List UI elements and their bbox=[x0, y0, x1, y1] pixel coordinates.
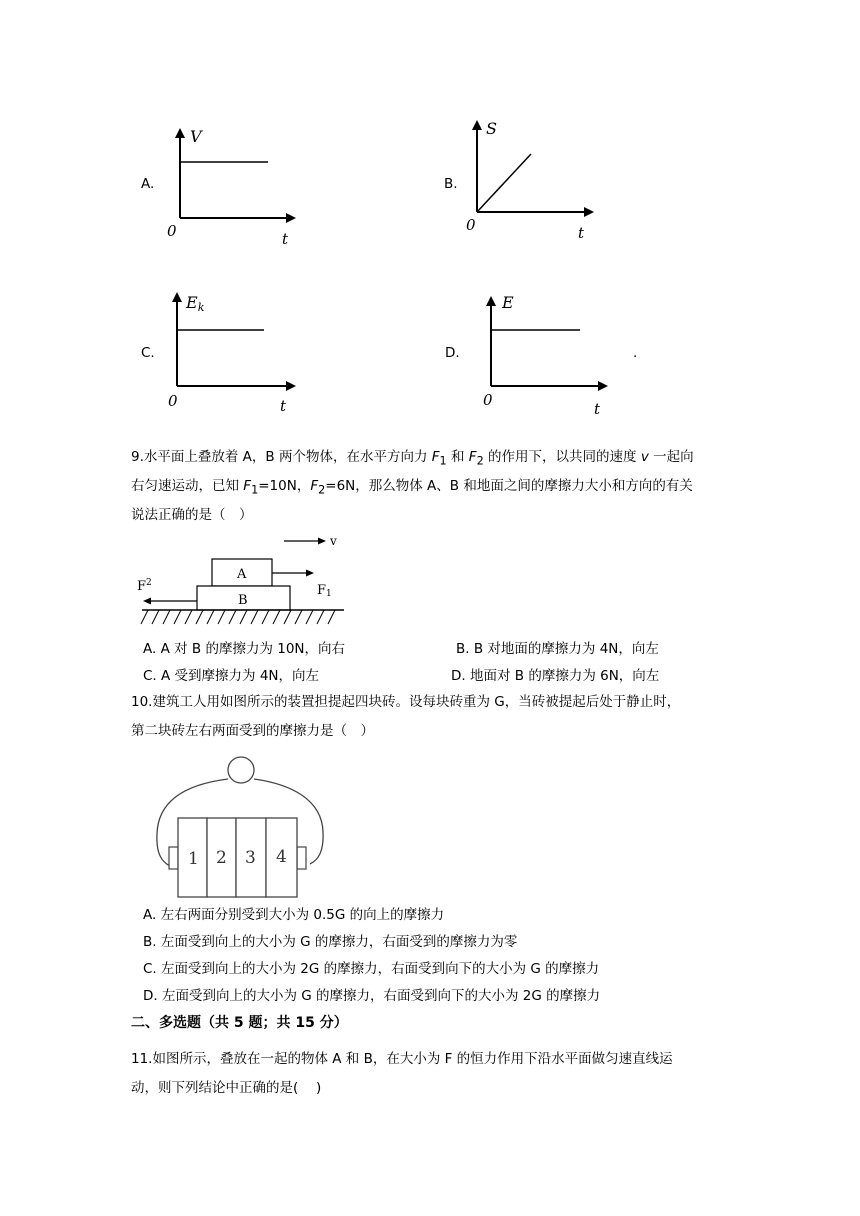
y-axis-arrow bbox=[172, 292, 182, 302]
clamp-handle bbox=[228, 757, 254, 783]
q9-line2: 右匀速运动，已知 $F_1=10N$，$F_2=6N$，那么物体 A、B 和地面之间的摩擦力大小和方向的有关 bbox=[131, 478, 693, 497]
q10-option-d[interactable]: D. 左面受到向上的大小为 G 的摩擦力，右面受到向下的大小为 2G 的摩擦力 bbox=[143, 988, 601, 1004]
y-label: S bbox=[486, 119, 497, 138]
q10-line2: 第二块砖左右两面受到的摩擦力是（ ） bbox=[131, 723, 374, 739]
f1-label: F1 bbox=[317, 583, 332, 599]
x-label: t bbox=[594, 400, 601, 418]
brick-4-label: 4 bbox=[276, 847, 287, 867]
q10-figure-brick-clamp bbox=[150, 754, 335, 902]
q9-option-c[interactable]: C. A 受到摩擦力为 4N，向左 bbox=[143, 668, 320, 684]
brick-1-label: 1 bbox=[188, 849, 199, 869]
block-b-label: B bbox=[238, 593, 248, 608]
graph-c-ek-t bbox=[160, 284, 310, 414]
q11-line2: 动，则下列结论中正确的是( ) bbox=[131, 1080, 322, 1096]
q10-line1: 10.建筑工人用如图所示的装置担提起四块砖。设每块砖重为 G，当砖被提起后处于静止时， bbox=[131, 694, 681, 710]
trailing-period: . bbox=[633, 345, 638, 361]
option-c-label: C. bbox=[141, 345, 155, 361]
y-axis-arrow bbox=[486, 296, 496, 306]
graph-a-v-t bbox=[160, 120, 310, 250]
origin-label: 0 bbox=[466, 216, 476, 234]
x-label: t bbox=[282, 230, 289, 248]
q9-line1: 9.水平面上叠放着 A，B 两个物体，在水平方向力 $F_1$ 和 $F_2$ 的作用下，以共同的速度 v 一起向 bbox=[131, 449, 694, 468]
q11-line1: 11.如图所示，叠放在一起的物体 A 和 B，在大小为 F 的恒力作用下沿水平面做匀速直线运 bbox=[131, 1051, 673, 1067]
q10-option-b[interactable]: B. 左面受到向上的大小为 G 的摩擦力，右面受到的摩擦力为零 bbox=[143, 934, 518, 950]
velocity-label: v bbox=[330, 534, 337, 548]
x-label: t bbox=[280, 397, 287, 414]
graph-d-e-t bbox=[474, 288, 624, 418]
y-axis-arrow bbox=[175, 128, 185, 138]
y-label: V bbox=[190, 127, 202, 146]
ground-hatching bbox=[141, 610, 335, 624]
q9-figure-stacked-blocks bbox=[134, 530, 364, 630]
option-b-label: B. bbox=[444, 176, 458, 192]
clamp-left-pad bbox=[169, 847, 178, 869]
block-a-label: A bbox=[237, 567, 247, 582]
origin-label: 0 bbox=[167, 222, 177, 240]
q10-option-c[interactable]: C. 左面受到向上的大小为 2G 的摩擦力，右面受到向下的大小为 G 的摩擦力 bbox=[143, 961, 600, 977]
x-axis-arrow bbox=[584, 207, 594, 217]
y-label: E bbox=[502, 293, 514, 312]
brick-2-label: 2 bbox=[216, 848, 227, 868]
clamp-right-pad bbox=[297, 847, 306, 869]
q9-option-d[interactable]: D. 地面对 B 的摩擦力为 6N，向左 bbox=[451, 668, 660, 684]
q10-option-a[interactable]: A. 左右两面分别受到大小为 0.5G 的向上的摩擦力 bbox=[143, 907, 445, 923]
x-axis-arrow bbox=[286, 213, 296, 223]
option-a-label: A. bbox=[141, 176, 155, 192]
f2-label: $F^2$ bbox=[137, 578, 152, 594]
q9-option-a[interactable]: A. A 对 B 的摩擦力为 10N，向右 bbox=[143, 641, 346, 657]
q9-line3: 说法正确的是（ ） bbox=[131, 507, 253, 523]
graph-b-s-t bbox=[460, 112, 610, 242]
origin-label: 0 bbox=[168, 392, 178, 410]
option-d-label: D. bbox=[445, 345, 460, 361]
graph-line bbox=[477, 154, 531, 212]
y-label: Ek bbox=[186, 293, 205, 314]
y-axis-arrow bbox=[472, 120, 482, 130]
x-axis-arrow bbox=[598, 381, 608, 391]
brick-3-label: 3 bbox=[245, 848, 256, 868]
x-axis-arrow bbox=[286, 381, 296, 391]
q9-option-b[interactable]: B. B 对地面的摩擦力为 4N，向左 bbox=[456, 641, 659, 657]
section-heading-multiple-choice: 二、多选题（共 5 题；共 15 分） bbox=[131, 1015, 348, 1031]
origin-label: 0 bbox=[483, 391, 493, 409]
x-label: t bbox=[578, 224, 585, 242]
